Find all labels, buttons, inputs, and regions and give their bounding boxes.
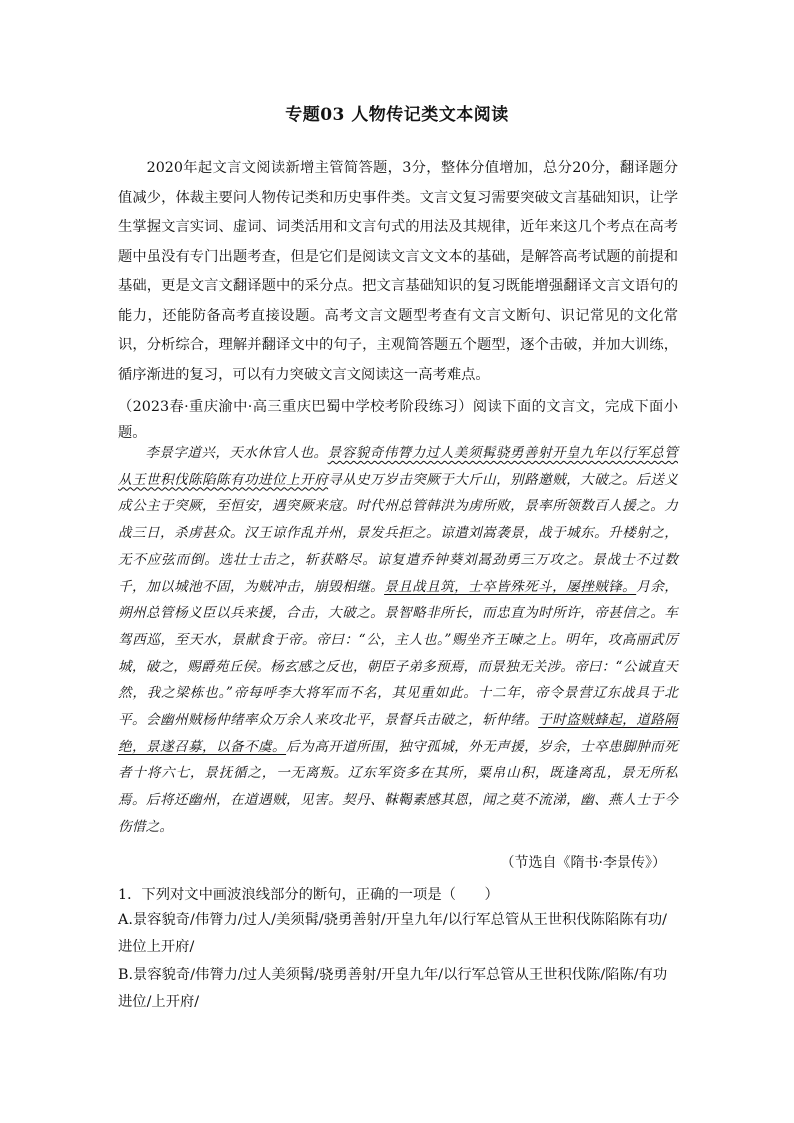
source-note: （2023春·重庆渝中·高三重庆巴蜀中学校考阶段练习）阅读下面的文言文，完成下面小题。 <box>118 399 678 441</box>
source-citation: （节选自《隋书·李景传》） <box>500 855 666 871</box>
underlined-sentence: 于时盗贼蜂起，道路隔绝，景遂召募，以备不虞。 <box>118 712 678 755</box>
option-b: B.景容貌奇/伟膂力/过人美须髯/骁勇善射/开皇九年/以行军总管从王世积伐陈/陷陈/有功进位/上开府/ <box>118 967 668 1010</box>
wavy-underlined-text: 景容貌奇伟膂力过人美须髯骁勇善射开皇九年以行军总管从王世积伐陈陷陈有功进位上开府 <box>118 445 678 488</box>
passage-text: 后为高开道所围，独守孤城，外无声援，岁余，士卒患脚肿而死者十将六七，景抚循之，一无离叛。辽东军资多在其所，粟帛山积，既逢离乱，景无所私焉。后将还幽州，在道遇贼，见害。契丹、靺鞨素感其恩，闻之莫不流涕，幽、燕人士于今伤惜之。 <box>118 738 678 835</box>
underlined-sentence: 景且战且筑，士卒皆殊死斗，屡挫贼锋。 <box>384 578 637 595</box>
passage-text: 李景字道兴，天水休官人也。 <box>145 445 328 461</box>
passage-text: 月余，朔州总管杨义臣以兵来援，合击，大破之。景智略非所长，而忠直为时所许，帝甚信之。车驾西巡，至天水，景献食于帝。帝曰：“公，主人也。”赐坐齐王暕之上。明年，攻高丽武厉城，破之，赐爵苑丘侯。杨玄感之反也，朝臣子弟多预焉，而景独无关涉。帝曰：“公诚直天然，我之梁栋也。”帝每呼李大将军而不名，其见重如此。十二年，帝令景营辽东战具于北平。会幽州贼杨仲绪率众万余人来攻北平，景督兵击破之，斩仲绪。 <box>118 578 678 729</box>
intro-paragraph: 2020年起文言文阅读新增主管简答题，3分，整体分值增加，总分20分，翻译题分值减少，体裁主要问人物传记类和历史事件类。文言文复习需要突破文言基础知识，让学生掌握文言实词、虚词、词类活用和文言句式的用法及其规律，近年来这几个考点在高考题中虽没有专门出题考查，但是它们是阅读文言文文本的基础，是解答高考试题的前提和基础，更是文言文翻译题中的采分点。把文言基础知识的复习既能增强翻译文言文语句的能力，还能防备高考直接设题。高考文言文题型考查有文言文断句、识记常见的文化常识，分析综合，理解并翻译文中的句子，主观简答题五个题型，逐个击破，并加大训练，循序渐进的复习，可以有力突破文言文阅读这一高考难点。 <box>118 160 678 383</box>
page-title: 专题03 人物传记类文本阅读 <box>285 105 509 125</box>
option-a: A.景容貌奇/伟膂力/过人/美须髯/骁勇善射/开皇九年/以行军总管从王世积伐陈陷陈有功/进位上开府/ <box>118 912 667 955</box>
passage-text: 寻从史万岁击突厥于大斤山，别路邀贼，大破之。后送义成公主于突厥，至恒安，遇突厥来寇。时代州总管韩洪为虏所败，景率所领数百人援之。力战三日，杀虏甚众。汉王谅作乱并州，景发兵拒之。谅遣刘嵩袭景，战于城东。升楼射之，无不应弦而倒。选壮士击之，斩获略尽。谅复遣乔钟葵刘暠劲勇三万攻之。景战士不过数千，加以城池不固，为贼冲击，崩毁相继。 <box>118 471 678 595</box>
question-stem: 1．下列对文中画波浪线部分的断句，正确的一项是（ ） <box>118 887 499 903</box>
classical-passage <box>118 440 678 841</box>
